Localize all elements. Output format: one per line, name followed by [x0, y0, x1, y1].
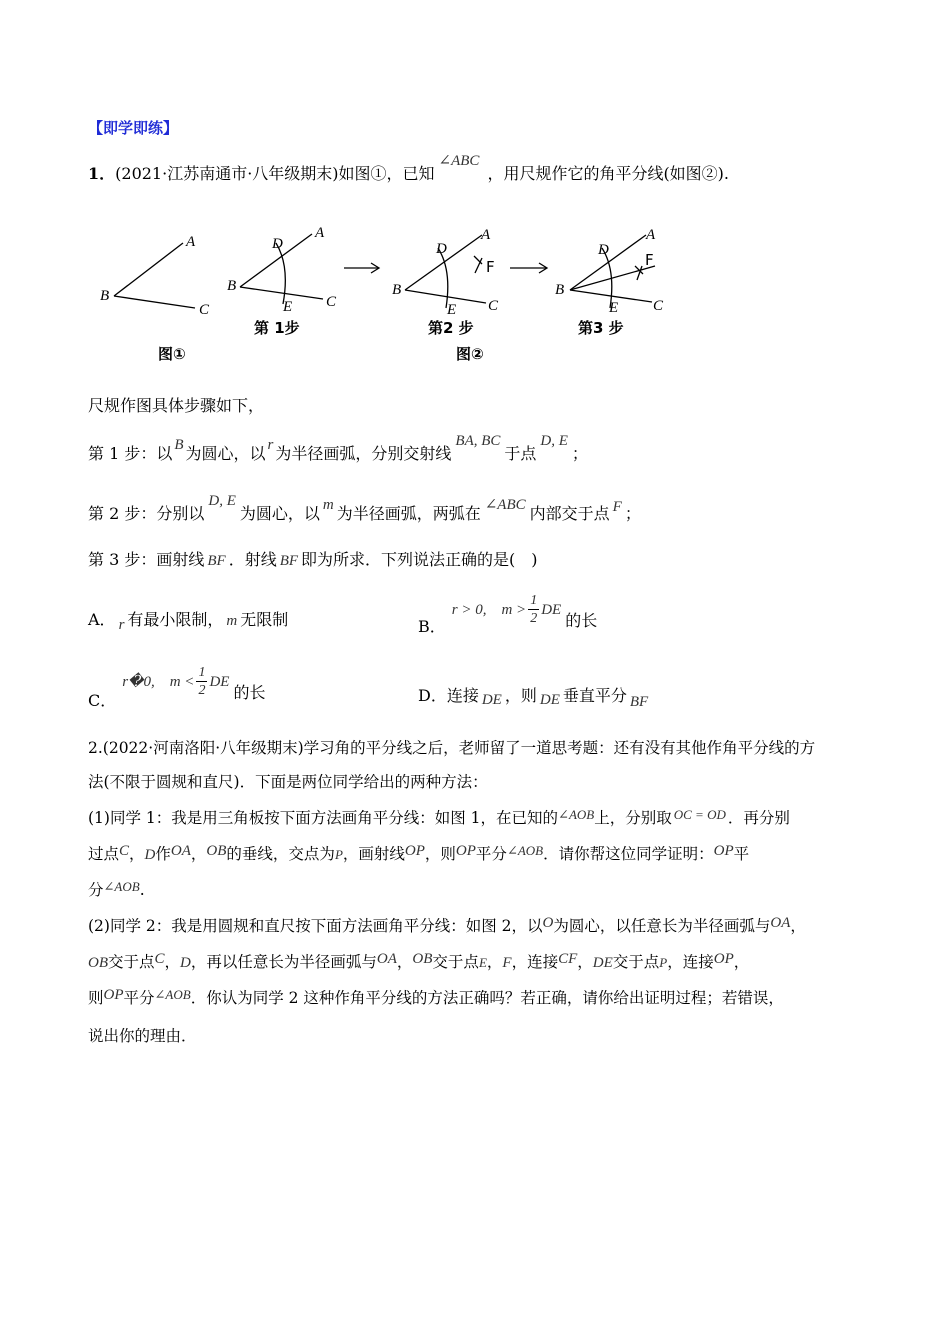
q2-p1l2-op: OP — [404, 843, 425, 859]
q2-p2l2-ob: OB — [88, 955, 108, 971]
step1-p1: 第 1 步：以 — [88, 444, 173, 463]
option-b-expr: r > 0, m > — [451, 602, 527, 618]
step3-ray-bf — [570, 266, 655, 290]
q2-line2: 法(不限于圆规和直尺)．下面是两位同学给出的两种方法： — [88, 773, 488, 791]
step2-point-f: F — [486, 258, 495, 276]
q2-p2l2-c: C — [154, 951, 165, 967]
q2-p1l2-t7: ，则 — [424, 845, 456, 863]
q2-p2l2-p: P — [659, 955, 668, 970]
step1-point-d: D — [272, 236, 283, 252]
step3-point-a: A — [646, 227, 656, 243]
step3-point-e: E — [609, 300, 619, 316]
step1-r: r — [267, 437, 274, 453]
step2-point-d: D — [436, 241, 447, 257]
step2-ray-bc — [405, 290, 486, 303]
option-b-fraction — [528, 592, 539, 627]
q2-p2l2-f: F — [502, 955, 512, 971]
option-d-de2: DE — [539, 692, 560, 708]
q2-p2l2-t4: ， — [396, 953, 413, 971]
step1-arc — [276, 243, 285, 304]
q2-p2l1-o: O — [542, 915, 554, 931]
step2-point-c: C — [488, 298, 499, 314]
q2-p2l1-t1: (2)同学 2：我是用圆规和直尺按下面方法画角平分线：如图 2，以 — [88, 917, 543, 935]
step2-text — [88, 493, 641, 525]
q2-p2l2-t5: 交于点 — [432, 953, 479, 971]
q2-part2-line1 — [88, 916, 806, 937]
step2-pts: D, E — [208, 493, 236, 509]
step3-arc-cross — [635, 266, 643, 280]
option-d-t1: ，则 — [504, 686, 537, 705]
option-b-num: 1 — [530, 593, 538, 608]
q1-angle: ∠ABC — [438, 153, 480, 169]
step1-p3: 为半径画弧，分别交射线 — [275, 444, 452, 463]
option-a-r: r — [118, 617, 125, 633]
q2-p1l1-t3: ．再分别 — [727, 809, 790, 827]
step2-point-e: E — [447, 302, 457, 318]
q2-p1l2-t9: ．请你帮这位同学证明： — [543, 845, 714, 863]
option-a[interactable] — [88, 610, 288, 631]
q2-p2l2-ob2: OB — [412, 951, 433, 967]
step1-p4: 于点 — [504, 444, 537, 463]
step2-f: F — [612, 499, 622, 515]
option-d-bf: BF — [629, 694, 649, 710]
q1-tail: ，用尺规作它的角平分线(如图②). — [487, 164, 730, 183]
q2-p2l1-t3: ， — [790, 917, 806, 935]
step2-p1: 第 2 步：分别以 — [88, 504, 205, 523]
step2-p5: ； — [624, 504, 641, 523]
q2-part1-line3 — [88, 880, 145, 901]
option-d-t2: 垂直平分 — [562, 686, 627, 705]
step3-point-d: D — [598, 242, 609, 258]
q2-p2l2-oa: OA — [376, 951, 397, 967]
q2-p1l1-t2: 上，分别取 — [594, 809, 672, 827]
q2-p1l2-ob: OB — [206, 843, 227, 859]
step3-bf1: BF — [207, 553, 226, 569]
q2-p2l2-t10: ，连接 — [667, 953, 714, 971]
option-d[interactable] — [418, 686, 651, 710]
q2-part1-line2 — [88, 844, 749, 865]
option-a-m: m — [226, 613, 238, 629]
step3-caption: 第3 步 — [578, 319, 624, 337]
q2-p1l2-op2: OP — [455, 843, 476, 859]
fig2-caption: 图② — [456, 345, 484, 363]
q2-p2l2-t2: ， — [164, 953, 181, 971]
q2-p2l2-t3: ，再以任意长为半径画弧与 — [190, 953, 377, 971]
q2-p2l2-t1: 交于点 — [108, 953, 155, 971]
q2-p1l2-t6: ，画射线 — [342, 845, 405, 863]
step3-p1: 第 3 步：画射线 — [88, 550, 205, 569]
step1-rays: BA, BC — [455, 433, 501, 449]
q2-p2l2-t7: ，连接 — [511, 953, 559, 971]
q2-p2l2-d: D — [180, 955, 191, 971]
step1-p2: 为圆心，以 — [185, 444, 266, 463]
step2-point-a: A — [481, 227, 491, 243]
q2-p2l3-angle: ∠AOB — [154, 987, 191, 1002]
step3-bf2: BF — [279, 553, 299, 569]
q2-p2l3-t2: 平分 — [123, 989, 155, 1007]
step3-point-f: F — [645, 251, 654, 269]
q2-part2-line4: 说出你的理由． — [88, 1027, 197, 1045]
q2-p2l2-de: DE — [592, 955, 613, 971]
q2-p1l2-t8: 平分 — [475, 845, 507, 863]
q2-p2l2-e: E — [478, 955, 487, 970]
step3-text — [88, 550, 538, 571]
steps-intro: 尺规作图具体步骤如下， — [88, 396, 265, 415]
fig1-point-a: A — [186, 234, 196, 250]
q2-p1l1-t1: (1)同学 1：我是用三角板按下面方法画角平分线：如图 1，在已知的 — [88, 809, 559, 827]
step3-point-b: B — [555, 282, 565, 298]
step1-point-a: A — [315, 225, 325, 241]
q2-p1l2-p: P — [334, 847, 343, 862]
q2-p1l2-c: C — [119, 843, 130, 859]
section-title: 【即学即练】 — [88, 119, 179, 137]
q2-p1l2-t10: 平 — [733, 845, 750, 863]
q2-p1l2-angle: ∠AOB — [506, 843, 544, 858]
step1-point-e: E — [283, 299, 293, 315]
option-a-label: A． — [88, 610, 116, 629]
q2-p2l2-cf: CF — [558, 951, 578, 967]
fig1-point-c: C — [199, 302, 210, 318]
q2-p2l1-t2: 为圆心，以任意长为半径画弧与 — [553, 917, 771, 935]
option-d-de1: DE — [481, 692, 502, 708]
option-c[interactable] — [88, 664, 266, 710]
q2-p2l2-t8: ， — [577, 953, 593, 971]
q2-p1l1-angle: ∠AOB — [558, 807, 595, 822]
option-c-num: 1 — [198, 665, 206, 680]
q2-p1l3-t1: 分 — [88, 881, 104, 899]
option-c-den: 2 — [198, 683, 206, 698]
step1-text — [88, 433, 588, 465]
q2-p2l2-t11: ， — [733, 953, 750, 971]
step2-arc-cross — [474, 256, 482, 273]
q2-p2l3-t1: 则 — [88, 989, 104, 1007]
q2-line1: 2.(2022·河南洛阳·八年级期末)学习角的平分线之后，老师留了一道思考题：还有没有其他作角平分线的方 — [88, 739, 816, 757]
step2-m: m — [322, 497, 334, 513]
q2-p1l2-op3: OP — [713, 843, 734, 859]
step3-p2: ．射线 — [228, 550, 277, 569]
q2-p2l2-op: OP — [713, 951, 734, 967]
option-b-den: 2 — [530, 611, 538, 626]
option-b-tail: 的长 — [565, 611, 598, 630]
q2-p1l1-eq: OC = OD — [673, 807, 726, 822]
step2-p4: 内部交于点 — [529, 504, 610, 523]
step2-p3: 为半径画弧，两弧在 — [336, 504, 481, 523]
step2-caption: 第2 步 — [428, 319, 474, 337]
q2-part2-line2 — [88, 952, 749, 973]
option-c-expr: r�0, m < — [122, 674, 195, 690]
q2-p1l2-t5: 的垂线，交点为 — [226, 845, 335, 863]
q2-p1l3-t2: . — [139, 881, 145, 899]
step1-point-b: B — [227, 278, 237, 294]
q2-p2l3-op: OP — [103, 987, 124, 1003]
option-c-tail: 的长 — [233, 683, 266, 702]
q2-p2l1-oa: OA — [770, 915, 791, 931]
q1-source: (2021·江苏南通市·八年级期末)如图①，已知 — [115, 164, 435, 183]
step1-pts: D, E — [540, 433, 568, 449]
q1-stem — [88, 153, 730, 185]
fig1-ray-ba — [114, 243, 183, 296]
q2-p1l2-t1: 过点 — [88, 845, 120, 863]
option-c-de: DE — [209, 674, 230, 690]
step3-p3: 即为所求．下列说法正确的是( ) — [301, 550, 538, 569]
option-c-fraction — [196, 664, 207, 699]
q2-p1l2-oa: OA — [170, 843, 191, 859]
step2-point-b: B — [392, 282, 402, 298]
step3-point-c: C — [653, 298, 664, 314]
q2-p1l2-t4: ， — [190, 845, 207, 863]
step2-arc — [438, 248, 448, 308]
option-c-label: C． — [88, 691, 117, 710]
q1-number: 1． — [88, 164, 116, 183]
fig1-ray-bc — [114, 296, 195, 308]
q2-p1l2-t3: 作 — [155, 845, 171, 863]
q2-p1l2-t2: ， — [129, 845, 145, 863]
fig1-point-b: B — [100, 288, 110, 304]
q2-part1-line1 — [88, 808, 790, 829]
step2-angle: ∠ABC — [484, 497, 526, 513]
fig1-caption: 图① — [158, 345, 186, 363]
step1-b: B — [174, 437, 184, 453]
q2-p1l2-d: D — [144, 847, 156, 863]
option-a-t2: 无限制 — [240, 610, 289, 629]
option-b[interactable] — [418, 592, 598, 636]
q2-p2l3-t3: ．你认为同学 2 这种作角平分线的方法正确吗？若正确，请你给出证明过程；若错误， — [190, 989, 784, 1007]
step2-p2: 为圆心，以 — [239, 504, 320, 523]
step1-point-c: C — [326, 294, 337, 310]
step1-caption: 第 1步 — [254, 319, 300, 337]
q2-part2-line3 — [88, 988, 784, 1009]
step1-ray-bc — [240, 287, 323, 299]
step1-p5: ； — [571, 444, 588, 463]
option-d-label: D．连接 — [418, 686, 479, 705]
q2-p1l3-angle: ∠AOB — [103, 879, 140, 894]
option-b-de: DE — [541, 602, 562, 618]
q2-p2l2-t9: 交于点 — [612, 953, 660, 971]
option-a-t1: 有最小限制， — [127, 610, 224, 629]
option-b-label: B． — [418, 617, 446, 636]
q2-p2l2-t6: ， — [486, 953, 503, 971]
